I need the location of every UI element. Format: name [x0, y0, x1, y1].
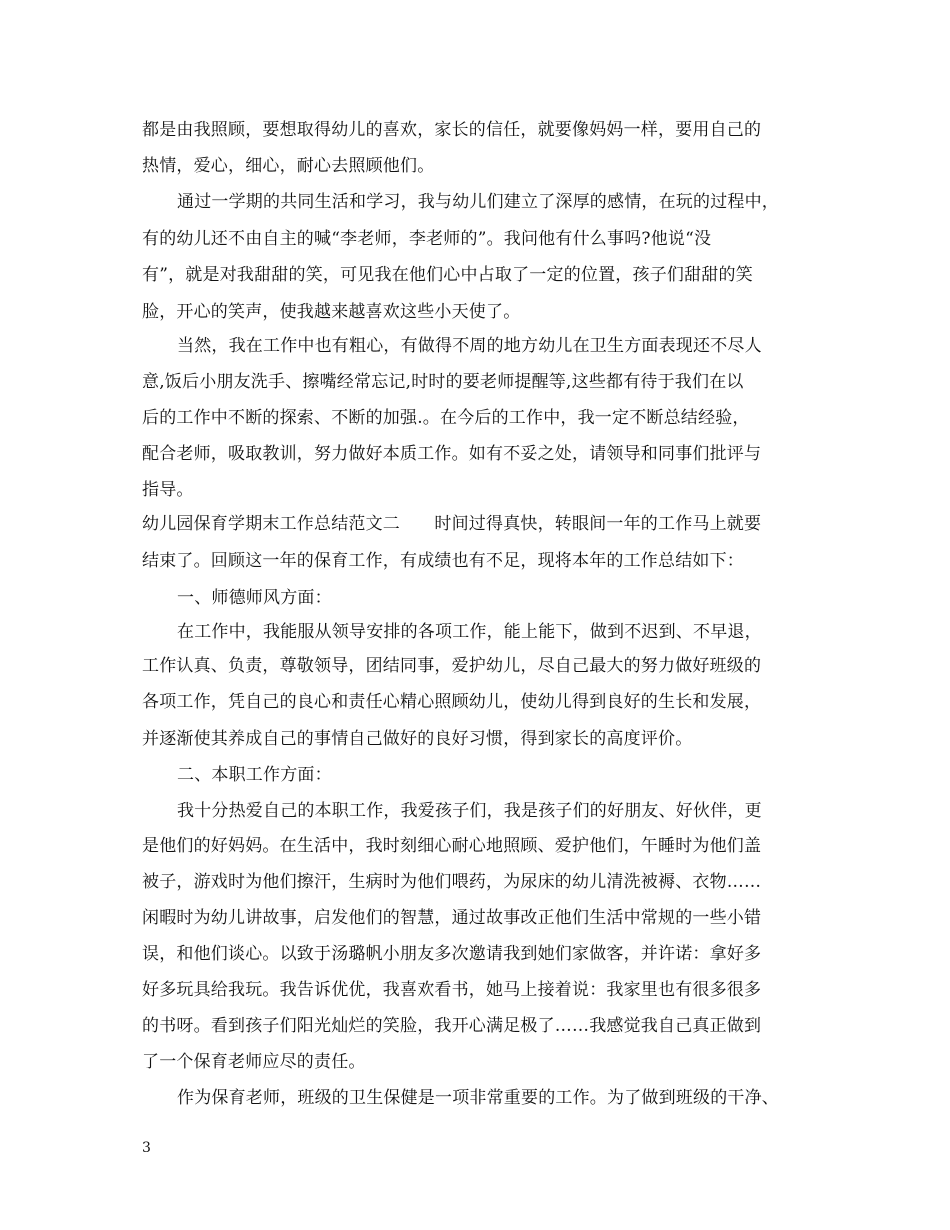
text-line: 意,饭后小朋友洗手、擦嘴经常忘记,时时的要老师提醒等,这些都有待于我们在以: [142, 372, 744, 392]
page-number: 3: [142, 1140, 151, 1156]
paragraph-first-line: 我十分热爱自己的本职工作，我爱孩子们，我是孩子们的好朋友、好伙伴，更: [177, 801, 762, 821]
text-line: 脸，开心的笑声，使我越来越喜欢这些小天使了。: [142, 302, 521, 322]
text-line: 指导。: [142, 480, 194, 500]
text-line: 的书呀。看到孩子们阳光灿烂的笑脸，我开心满足极了……我感觉我自己真正做到: [142, 1016, 762, 1036]
text-line: 各项工作，凭自己的良心和责任心精心照顾幼儿，使幼儿得到良好的生长和发展，: [142, 692, 762, 712]
paragraph-first-line: 作为保育老师，班级的卫生保健是一项非常重要的工作。为了做到班级的干净、: [177, 1088, 779, 1108]
text-line: 有”，就是对我甜甜的笑，可见我在他们心中占取了一定的位置，孩子们甜甜的笑: [142, 265, 753, 285]
text-line: 有的幼儿还不由自主的喊“李老师，李老师的”。我问他有什么事吗?他说“没: [142, 229, 712, 249]
text-line: 了一个保育老师应尽的责任。: [142, 1052, 366, 1072]
paragraph-first-line: 通过一学期的共同生活和学习，我与幼儿们建立了深厚的感情，在玩的过程中，: [177, 192, 779, 212]
text-line: 被子，游戏时为他们擦汗，生病时为他们喂药，为尿床的幼儿清洗被褥、衣物……: [142, 872, 762, 892]
section-heading: 一、师德师风方面：: [177, 588, 332, 608]
text-line: 是他们的好妈妈。在生活中，我时刻细心耐心地照顾、爱护他们，午睡时为他们盖: [142, 836, 762, 856]
text-line: 热情，爱心，细心，耐心去照顾他们。: [142, 156, 435, 176]
text-line: 并逐渐使其养成自己的事情自己做好的良好习惯，得到家长的高度评价。: [142, 729, 693, 749]
text-line: 配合老师，吸取教训，努力做好本质工作。如有不妥之处，请领导和同事们批评与: [142, 444, 762, 464]
section-heading: 二、本职工作方面：: [177, 765, 332, 785]
text-line: 结束了。回顾这一年的保育工作，有成绩也有不足，现将本年的工作总结如下：: [142, 551, 744, 571]
paragraph-first-line: 当然，我在工作中也有粗心，有做得不周的地方幼儿在卫生方面表现还不尽人: [177, 336, 762, 356]
text-line: 误，和他们谈心。以致于汤璐帆小朋友多次邀请我到她们家做客，并许诺：拿好多: [142, 944, 762, 964]
text-line: 闲暇时为幼儿讲故事，启发他们的智慧，通过故事改正他们生活中常规的一些小错: [142, 908, 762, 928]
section-title-line: 幼儿园保育学期末工作总结范文二 时间过得真快，转眼间一年的工作马上就要: [142, 514, 762, 534]
text-line: 都是由我照顾，要想取得幼儿的喜欢，家长的信任，就要像妈妈一样，要用自己的: [142, 120, 762, 140]
text-line: 好多玩具给我玩。我告诉优优，我喜欢看书，她马上接着说：我家里也有很多很多: [142, 980, 762, 1000]
paragraph-first-line: 在工作中，我能服从领导安排的各项工作，能上能下，做到不迟到、不早退，: [177, 622, 762, 642]
text-line: 工作认真、负责，尊敬领导，团结同事，爱护幼儿，尽自己最大的努力做好班级的: [142, 656, 762, 676]
text-line: 后的工作中不断的探索、不断的加强.。在今后的工作中，我一定不断总结经验，: [142, 408, 750, 428]
